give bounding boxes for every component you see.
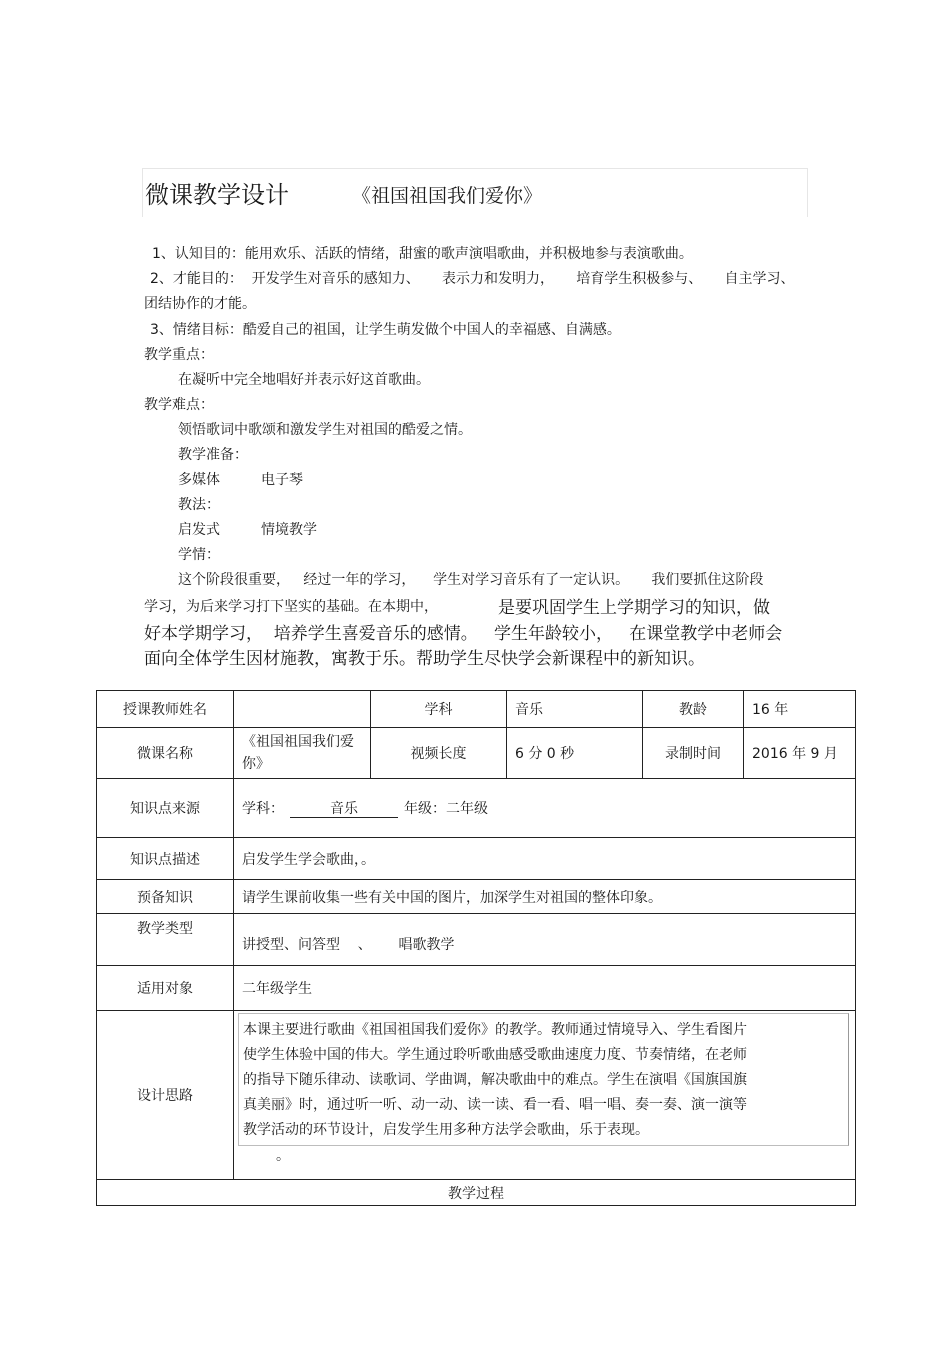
design-line: 教学活动的环节设计，启发学生用多种方法学会歌曲，乐于表现。 (243, 1122, 649, 1138)
student-situation-line3: 好本学期学习， 培养学生喜爱音乐的感情。 学生年龄较小， 在课堂教学中老师会 (144, 624, 783, 644)
record-time-value: 2016 年 9 月 (744, 728, 856, 779)
course-name-value: 《祖国祖国我们爱你》 (234, 728, 371, 779)
teaching-years-value: 16 年 (744, 691, 856, 728)
source-subject-value: 音乐 (290, 801, 398, 818)
key-points-label: 教学重点： (144, 347, 214, 363)
student-situation-line1: 这个阶段很重要， 经过一年的学习， 学生对学习音乐有了一定认识。 我们要抓住这阶段 (178, 572, 764, 588)
design-line: 真美丽》时，通过听一听、动一动、读一读、看一看、唱一唱、奏一奏、演一演等 (243, 1097, 747, 1113)
design-line: 的指导下随乐律动、读歌词、学曲调，解决歌曲中的难点。学生在演唱《国旗国旗 (243, 1072, 747, 1088)
audience-label: 适用对象 (97, 966, 234, 1011)
methods-item: 启发式 (178, 522, 220, 538)
video-length-label: 视频长度 (371, 728, 507, 779)
source-value (234, 779, 856, 838)
teaching-years-label: 教龄 (643, 691, 744, 728)
teaching-type-value: 讲授型、问答型 、 唱歌教学 (234, 914, 856, 966)
source-label: 知识点来源 (97, 779, 234, 838)
description-value: 启发学生学会歌曲，。 (234, 838, 856, 880)
objective-1: 1、认知目的：能用欢乐、活跃的情绪，甜蜜的歌声演唱歌曲，并积极地参与表演歌曲。 (152, 246, 693, 262)
student-situation-line2a: 学习，为后来学习打下坚实的基础。在本期中， (144, 599, 438, 615)
difficulties-label: 教学难点： (144, 397, 214, 413)
difficulties-text: 领悟歌词中歌颂和激发学生对祖国的酷爱之情。 (178, 422, 472, 438)
prerequisite-value: 请学生课前收集一些有关中国的图片，加深学生对祖国的整体印象。 (234, 880, 856, 914)
prerequisite-label: 预备知识 (97, 880, 234, 914)
key-points-text: 在凝听中完全地唱好并表示好这首歌曲。 (178, 372, 430, 388)
lesson-title: 《祖国祖国我们爱你》 (352, 185, 543, 207)
student-situation-line2b: 是要巩固学生上学期学习的知识，做 (498, 598, 770, 618)
objective-2-line1: 2、才能目的： 开发学生对音乐的感知力、 表示力和发明力， 培育学生积极参与、 自主学习、 (150, 271, 795, 287)
teacher-name-label: 授课教师姓名 (97, 691, 234, 728)
objective-3: 3、情绪目标：酷爱自己的祖国，让学生萌发做个中国人的幸福感、自满感。 (150, 322, 621, 338)
design-label: 设计思路 (97, 1011, 234, 1180)
design-line: 本课主要进行歌曲《祖国祖国我们爱你》的教学。教师通过情境导入、学生看图片 (243, 1022, 747, 1038)
course-name-label: 微课名称 (97, 728, 234, 779)
preparation-item: 多媒体 (178, 472, 220, 488)
design-trailing: 。 (276, 1148, 290, 1164)
process-header: 教学过程 (97, 1180, 856, 1206)
student-situation-label: 学情： (178, 547, 220, 563)
design-line: 使学生体验中国的伟大。学生通过聆听歌曲感受歌曲速度力度、节奏情绪，在老师 (243, 1047, 747, 1063)
subject-label: 学科 (371, 691, 507, 728)
course-info-table (96, 690, 856, 1206)
teaching-type-label: 教学类型 (97, 914, 234, 966)
source-subject-prefix: 学科： (242, 801, 284, 817)
audience-value: 二年级学生 (234, 966, 856, 1011)
student-situation-line4: 面向全体学生因材施教，寓教于乐。帮助学生尽快学会新课程中的新知识。 (144, 649, 705, 669)
description-label: 知识点描述 (97, 838, 234, 880)
record-time-label: 录制时间 (643, 728, 744, 779)
objective-2-line2: 团结协作的才能。 (144, 296, 256, 312)
teacher-name-value (234, 691, 371, 728)
preparation-item: 电子琴 (261, 472, 303, 488)
design-cell (234, 1011, 856, 1180)
page-title: 微课教学设计 (145, 181, 289, 209)
subject-value: 音乐 (507, 691, 643, 728)
video-length-value: 6 分 0 秒 (507, 728, 643, 779)
source-grade: 年级：二年级 (404, 801, 488, 817)
preparation-label: 教学准备： (178, 447, 248, 463)
methods-item: 情境教学 (261, 522, 317, 538)
methods-label: 教法： (178, 497, 220, 513)
design-text-box (238, 1013, 849, 1146)
